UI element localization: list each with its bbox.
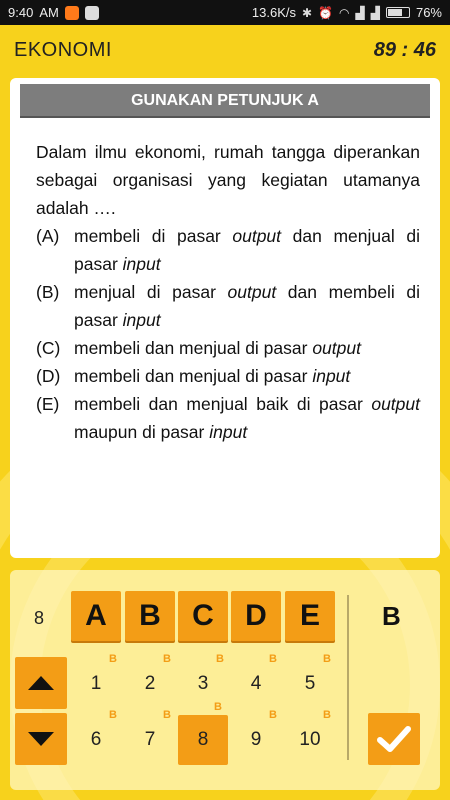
option-term: input: [312, 366, 351, 386]
question-number-1[interactable]: [71, 653, 121, 709]
choice-a-button[interactable]: A: [71, 591, 121, 641]
mi-app-icon: [65, 6, 79, 20]
answer-mark: B: [269, 653, 277, 665]
battery-percent: 76%: [415, 5, 442, 20]
current-question-number: 8: [34, 608, 45, 628]
answer-mark: B: [269, 709, 277, 721]
option-term: output: [371, 394, 420, 414]
answer-mark: B: [109, 709, 117, 721]
answer-mark: B: [109, 653, 117, 665]
signal-icon: ▟: [370, 5, 380, 20]
option-term: input: [209, 422, 248, 442]
status-time: 9:40: [8, 5, 34, 20]
option-text: membeli dan menjual di pasar input: [74, 366, 351, 386]
answer-mark: B: [163, 653, 171, 665]
bluetooth-icon: ✱: [302, 5, 313, 20]
option-text: menjual di pasar output dan membeli di pasar input: [74, 282, 420, 330]
subject-title: EKONOMI: [14, 38, 112, 61]
number-label: 3: [197, 673, 209, 694]
number-label: 8: [197, 729, 209, 750]
option-item: [36, 278, 420, 334]
option-label: (B): [36, 282, 60, 302]
option-item: [36, 334, 420, 362]
signal-icon: ▟: [355, 5, 365, 20]
selected-answer: B: [382, 601, 401, 631]
option-item: [36, 362, 420, 390]
question-number-4[interactable]: [231, 653, 281, 709]
number-label: 7: [144, 729, 156, 750]
option-term: output: [227, 282, 277, 302]
status-bar: [0, 0, 450, 25]
number-label: 5: [304, 673, 316, 694]
option-term: output: [232, 226, 282, 246]
number-label: 9: [250, 729, 262, 750]
question-number-2[interactable]: [125, 653, 175, 709]
option-term: input: [122, 254, 161, 274]
network-speed: 13.6K/s: [251, 5, 296, 20]
choice-b-button[interactable]: B: [125, 591, 175, 641]
arrow-up-icon: [28, 676, 54, 690]
option-text: membeli di pasar output dan menjual di pasar input: [74, 226, 420, 274]
alarm-icon: ⏰: [318, 5, 334, 20]
question-number-5[interactable]: [285, 653, 335, 709]
answer-mark: B: [323, 709, 331, 721]
number-label: 10: [299, 729, 321, 750]
question-number-8-current[interactable]: [178, 701, 228, 765]
number-label: 6: [90, 729, 102, 750]
choice-c-button[interactable]: C: [178, 591, 228, 641]
number-label: 4: [250, 673, 262, 694]
question-card: [10, 78, 440, 558]
countdown-timer: 89 : 46: [373, 38, 436, 61]
answer-mark: B: [163, 709, 171, 721]
answer-mark: B: [323, 653, 331, 665]
status-ampm: AM: [39, 5, 59, 20]
scroll-down-button[interactable]: [15, 713, 67, 765]
instruction-bar: GUNAKAN PETUNJUK A: [20, 84, 430, 118]
scroll-up-button[interactable]: [15, 657, 67, 709]
panel-divider: [347, 595, 349, 760]
submit-button[interactable]: [368, 713, 420, 765]
choice-e-button[interactable]: E: [285, 591, 335, 641]
option-item: [36, 222, 420, 278]
exam-header: [0, 25, 450, 75]
battery-icon: [386, 7, 410, 18]
question-number-10[interactable]: [285, 709, 335, 765]
arrow-down-icon: [28, 732, 54, 746]
question-text: Dalam ilmu ekonomi, rumah tangga diperankan sebagai organisasi yang kegiatan utamanya adalah ….: [36, 142, 420, 218]
option-label: (D): [36, 366, 61, 386]
answer-mark: B: [214, 701, 222, 713]
question-number-7[interactable]: [125, 709, 175, 765]
option-text: membeli dan menjual di pasar output: [74, 338, 361, 358]
option-label: (A): [36, 226, 60, 246]
question-number-9[interactable]: [231, 709, 281, 765]
wifi-icon: ◠: [339, 5, 350, 20]
number-label: 1: [90, 673, 102, 694]
question-number-6[interactable]: [71, 709, 121, 765]
option-term: output: [312, 338, 361, 358]
option-list: [36, 222, 420, 446]
number-label: 2: [144, 673, 156, 694]
option-item: [36, 390, 420, 446]
answer-panel: [10, 570, 440, 790]
option-text: membeli dan menjual baik di pasar output maupun di pasar input: [74, 394, 420, 442]
checkmark-icon: [376, 724, 412, 754]
choice-d-button[interactable]: D: [231, 591, 281, 641]
message-icon: [85, 6, 99, 20]
option-term: input: [122, 310, 161, 330]
option-label: (C): [36, 338, 61, 358]
option-label: (E): [36, 394, 60, 414]
answer-mark: B: [216, 653, 224, 665]
